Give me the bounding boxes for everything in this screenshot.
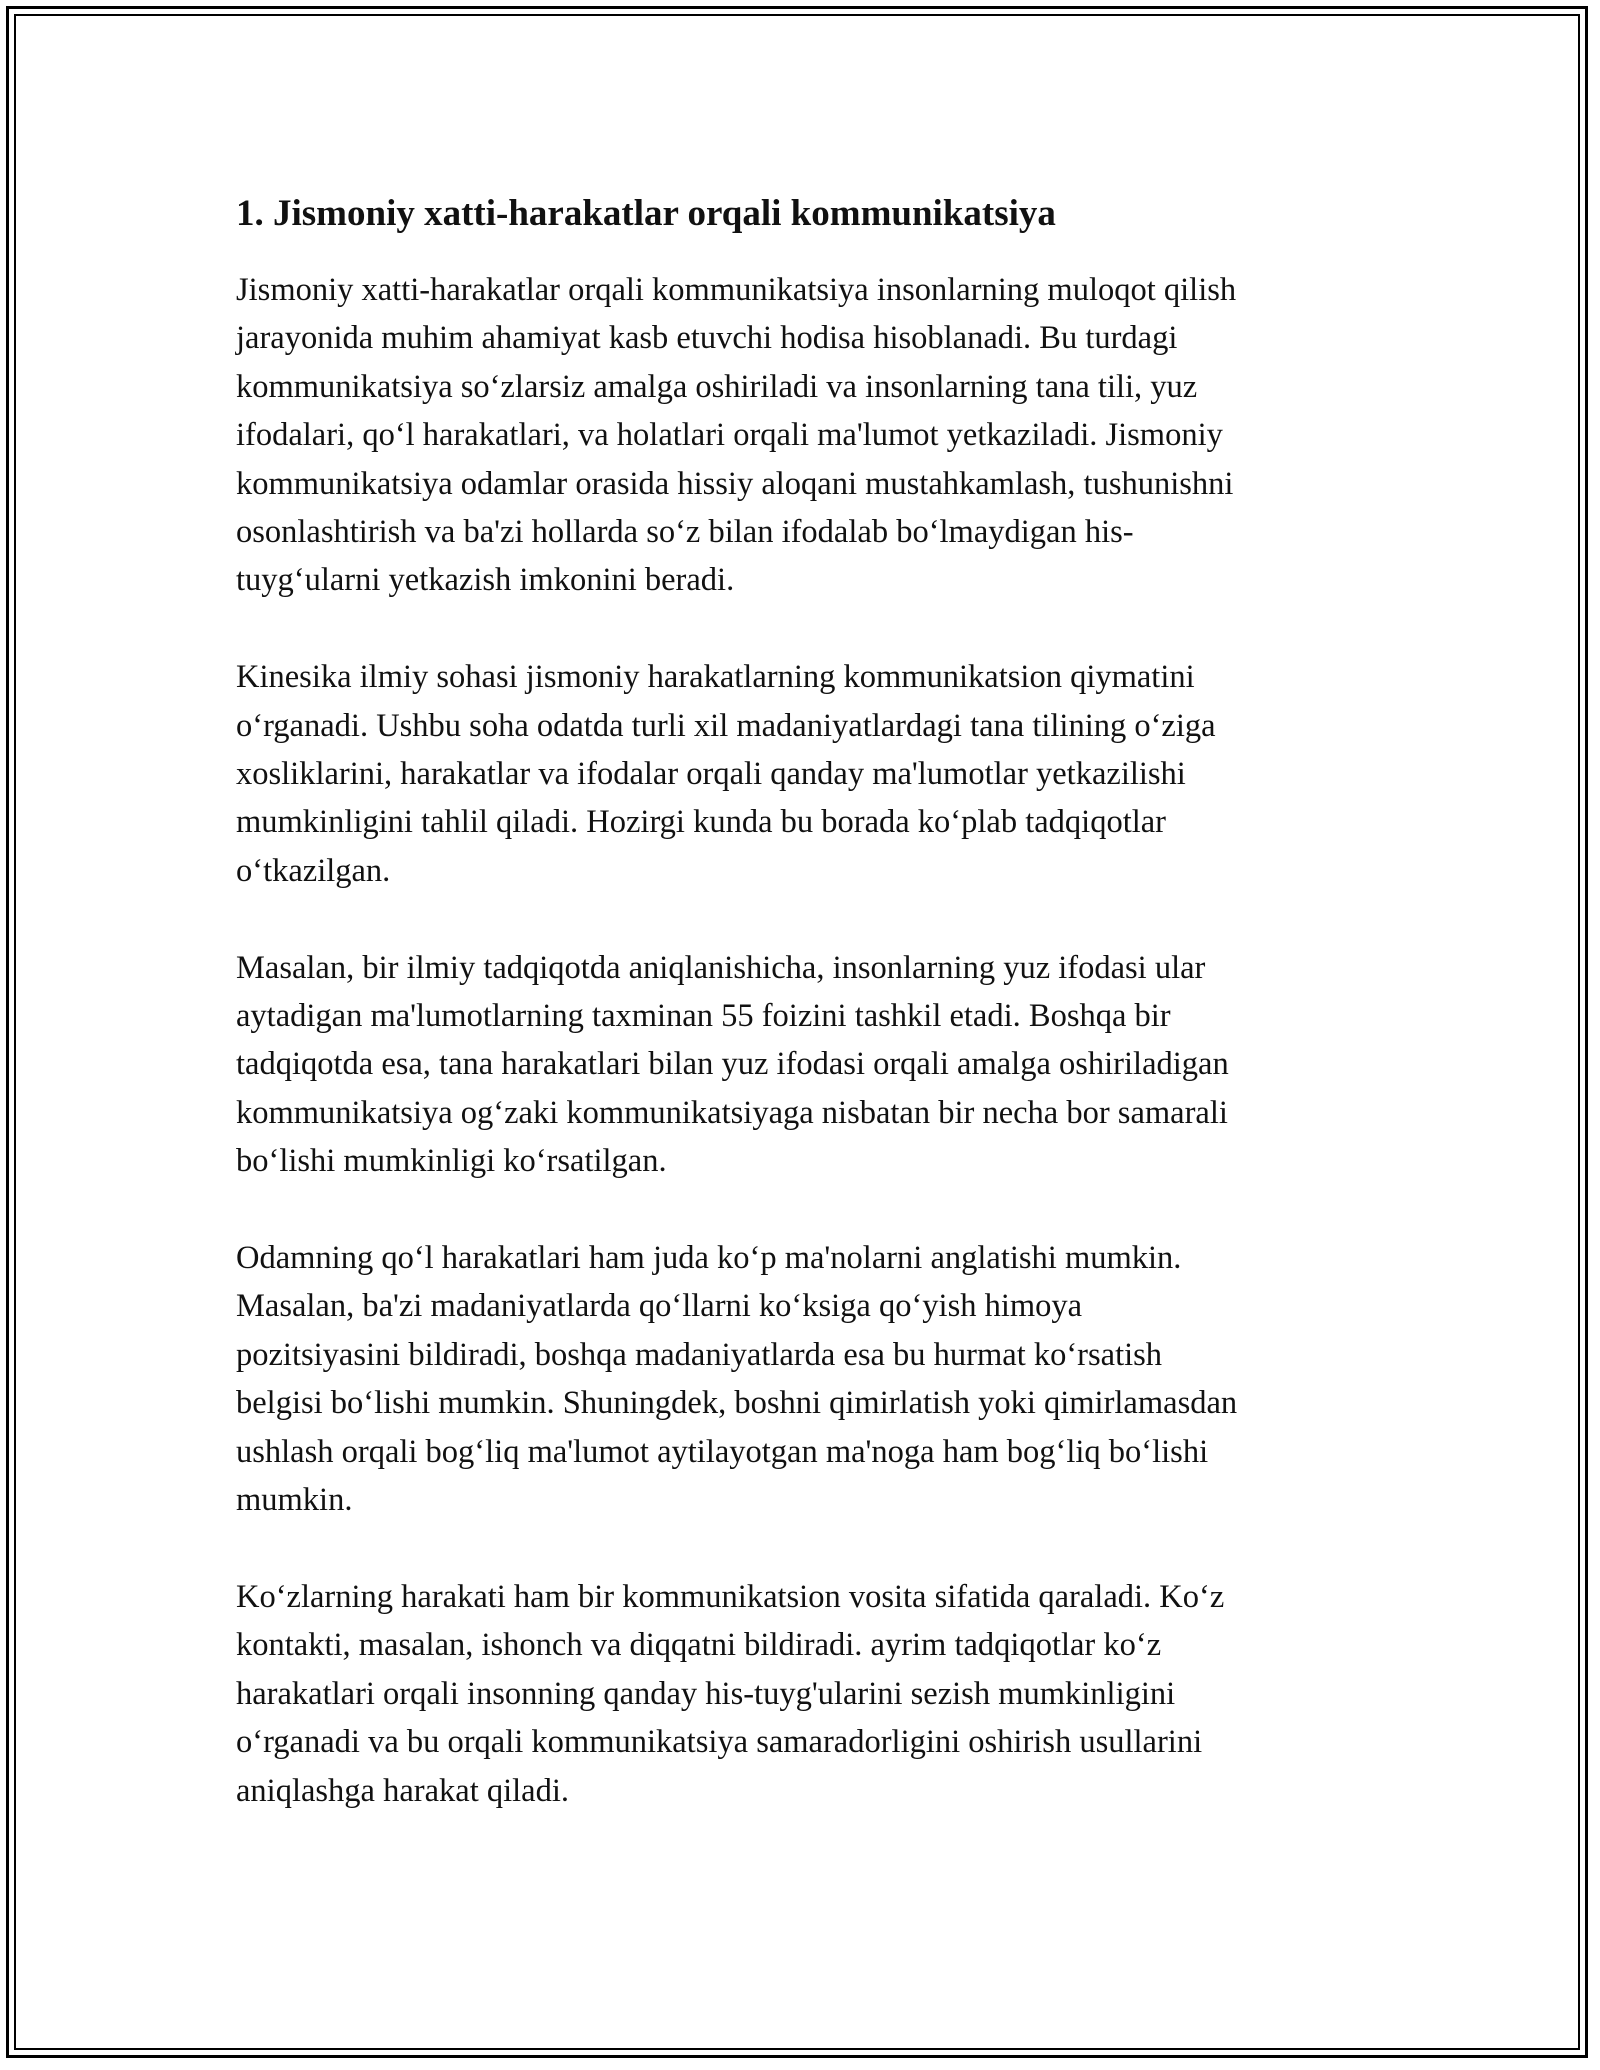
text-line: xosliklarini, harakatlar va ifodalar orqali qanday ma'lumotlar yetkazilishi [236,756,1186,793]
text-line: ifodalari, qo‘l harakatlari, va holatlari orqali ma'lumot yetkaziladi. Jismoniy [236,417,1223,454]
text-line: aniqlashga harakat qiladi. [236,1772,569,1809]
text-line: jarayonida muhim ahamiyat kasb etuvchi hodisa hisoblanadi. Bu turdagi [236,320,1178,357]
text-line: o‘rganadi. Ushbu soha odatda turli xil madaniyatlardagi tana tilining o‘ziga [236,707,1216,744]
text-line: ushlash orqali bog‘liq ma'lumot aytilayotgan ma'noga ham bog‘liq bo‘lishi [236,1433,1209,1470]
text-line: osonlashtirish va ba'zi hollarda so‘z bilan ifodalab bo‘lmaydigan his- [236,514,1134,551]
paragraph-kinesics [236,653,1366,895]
text-line: mumkinligini tahlil qiladi. Hozirgi kunda bu borada ko‘plab tadqiqotlar [236,804,1166,841]
text-line: Jismoniy xatti-harakatlar orqali kommunikatsiya insonlarning muloqot qilish [236,272,1237,308]
text-line: o‘rganadi va bu orqali kommunikatsiya samaradorligini oshirish usullarini [236,1724,1203,1761]
text-line: belgisi bo‘lishi mumkin. Shuningdek, boshni qimirlatish yoki qimirlamasdan [236,1385,1238,1422]
text-line: kommunikatsiya odamlar orasida hissiy aloqani mustahkamlash, tushunishni [236,465,1234,502]
text-line: kommunikatsiya og‘zaki kommunikatsiyaga nisbatan bir necha bor samarali [236,1094,1228,1131]
text-line: tadqiqotda esa, tana harakatlari bilan yuz ifodasi orqali amalga oshiriladigan [236,1046,1229,1083]
text-line: Masalan, ba'zi madaniyatlarda qo‘llarni ko‘ksiga qo‘yish himoya [236,1288,1083,1325]
text-line: aytadigan ma'lumotlarning taxminan 55 foizini tashkil etadi. Boshqa bir [236,998,1171,1035]
paragraph-hand-gestures [236,1234,1366,1524]
text-line: Kinesika ilmiy sohasi jismoniy harakatlarning kommunikatsion qiymatini [236,659,1195,696]
text-line: tuyg‘ularni yetkazish imkonini beradi. [236,562,735,599]
section-heading: 1. Jismoniy xatti-harakatlar orqali kommunikatsiya [236,193,1056,234]
text-line: o‘tkazilgan. [236,852,391,889]
text-line: Masalan, bir ilmiy tadqiqotda aniqlanishicha, insonlarning yuz ifodasi ular [236,949,1206,986]
document-body [236,190,1366,1863]
text-line: Odamning qo‘l harakatlari ham juda ko‘p ma'nolarni anglatishi mumkin. [236,1240,1182,1277]
text-line: kontakti, masalan, ishonch va diqqatni bildiradi. ayrim tadqiqotlar ko‘z [236,1627,1162,1664]
text-line: harakatlari orqali insonning qanday his-tuyg'ularini sezish mumkinligini [236,1675,1176,1712]
text-line: pozitsiyasini bildiradi, boshqa madaniyatlarda esa bu hurmat ko‘rsatish [236,1336,1163,1373]
paragraph-body-language-intro [236,266,1366,605]
paragraph-eye-movements [236,1573,1366,1815]
text-line: bo‘lishi mumkinligi ko‘rsatilgan. [236,1143,667,1180]
text-line: Ko‘zlarning harakati ham bir kommunikatsion vosita sifatida qaraladi. Ko‘z [236,1578,1225,1615]
text-line: mumkin. [236,1482,353,1519]
paragraph-research-example [236,944,1366,1186]
text-line: kommunikatsiya so‘zlarsiz amalga oshiriladi va insonlarning tana tili, yuz [236,368,1198,405]
